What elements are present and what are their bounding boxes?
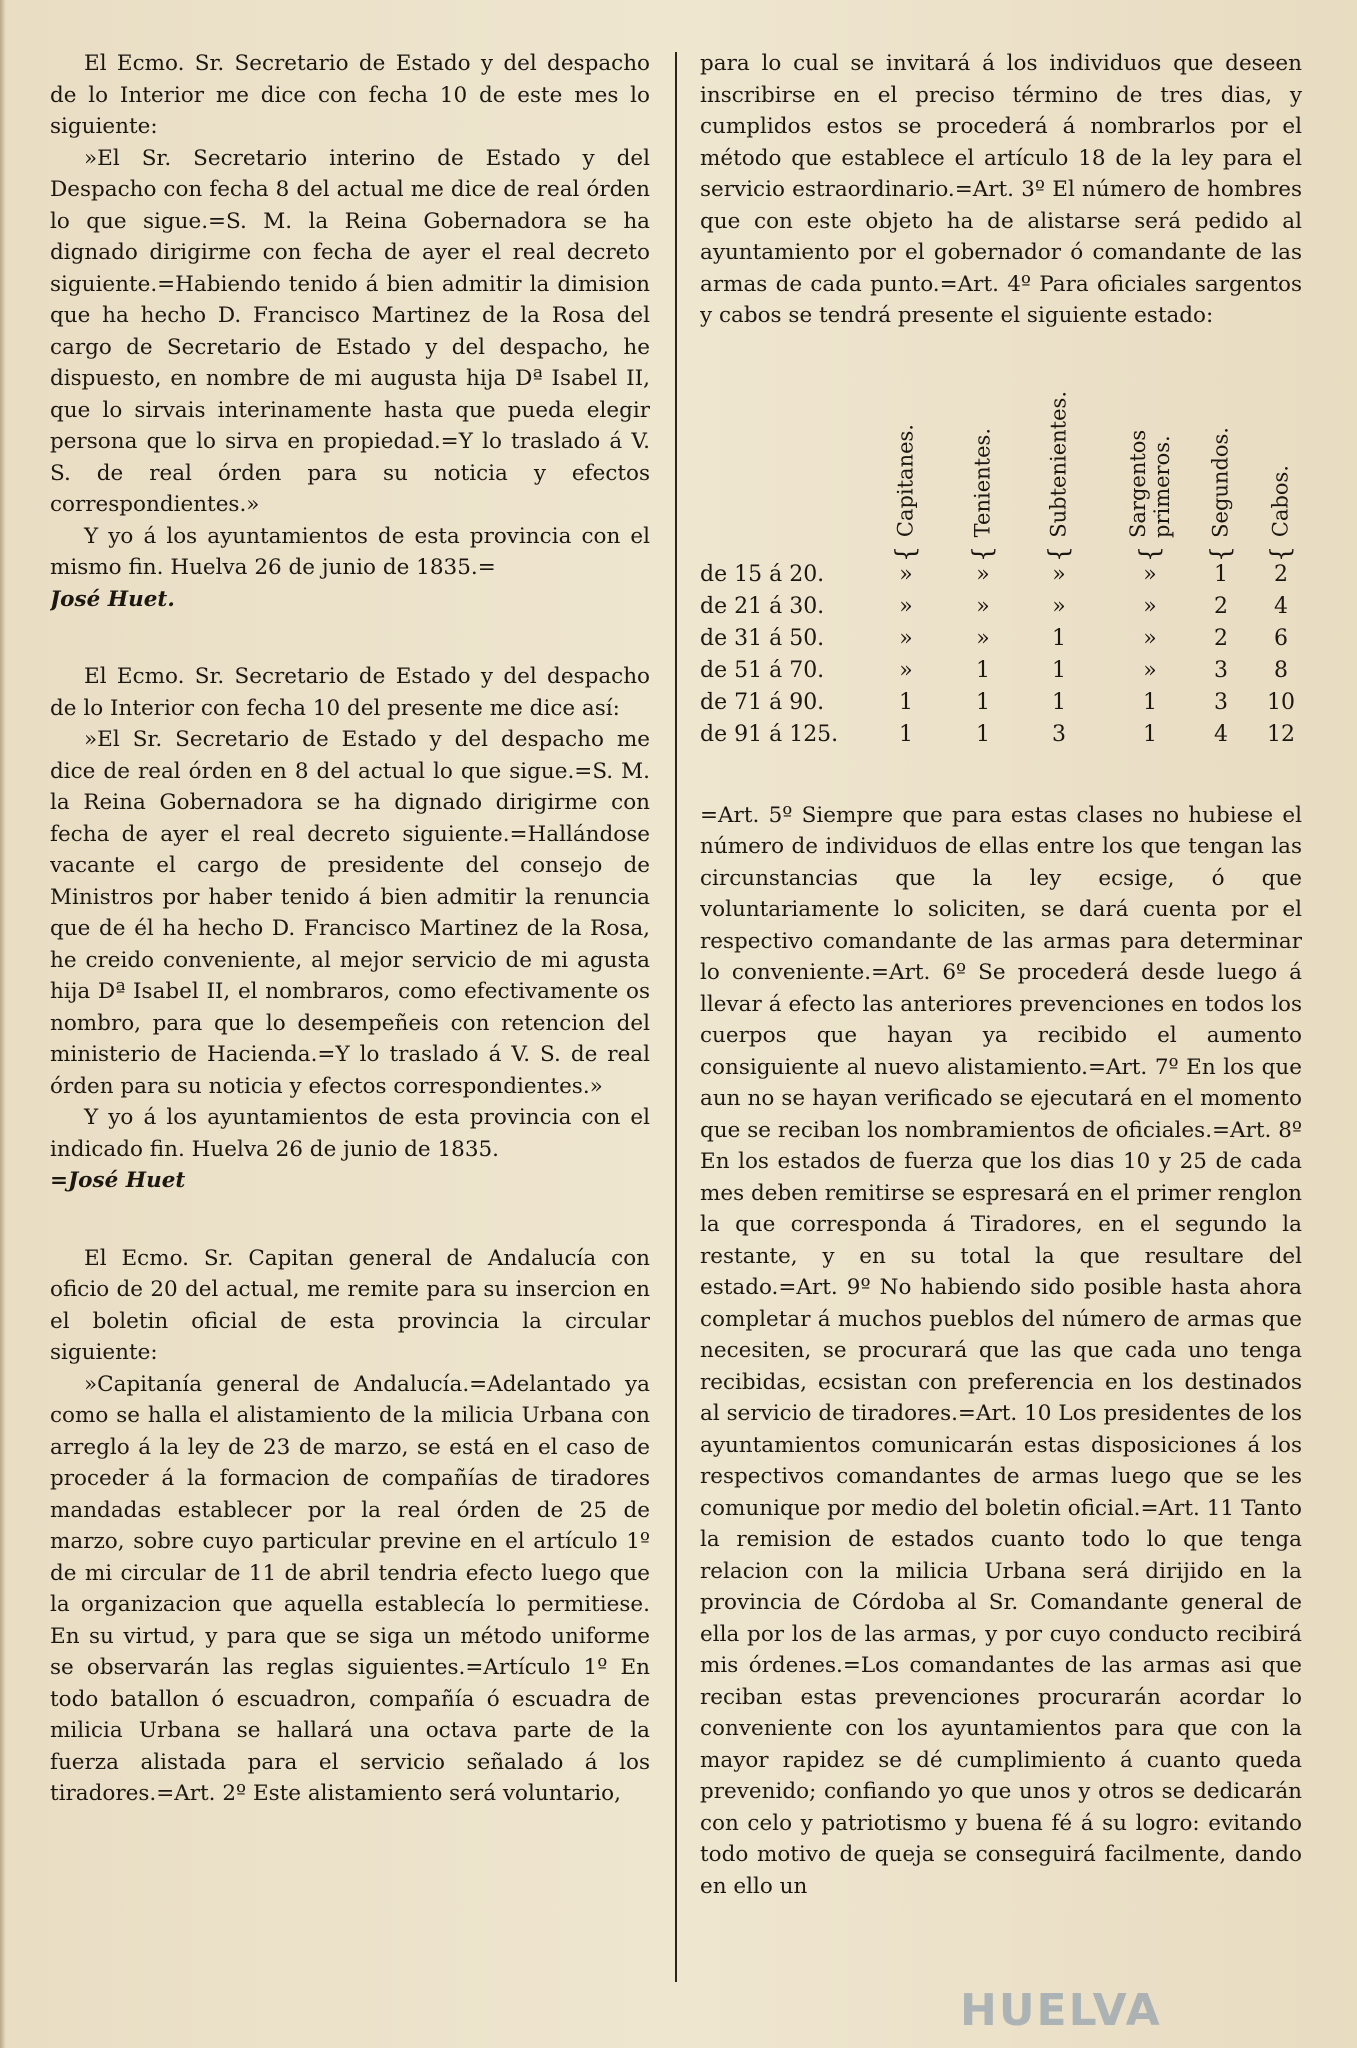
table-cell: 6 xyxy=(1274,625,1288,651)
table-cell: 8 xyxy=(1274,657,1288,683)
table-cell: 10 xyxy=(1267,689,1295,715)
table-cell: » xyxy=(1143,657,1157,683)
table-cell: » xyxy=(899,625,913,651)
table-row xyxy=(700,687,1300,719)
row-label: de 51 á 70. xyxy=(700,657,825,683)
circular-continuation: para lo cual se invitará á los individuos que deseen inscribirse en el preciso término de tres dias, y cumplidos estos se procederá á nombrarlos por el método que establece el artículo 18 de la ley para el servicio estraordinario.=Art. 3º El número de hombres que con este objeto ha de alistarse será pedido al ayuntamiento por el gobernador ó comandante de las armas de cada punto.=Art. 4º Para oficiales sargentos y cabos se tendrá presente el siguiente estado: xyxy=(700,51,1302,328)
table-cell: » xyxy=(1052,561,1066,587)
header-brace: { xyxy=(968,545,998,562)
decree-1-body: »El Sr. Secretario interino de Estado y del Despacho con fecha 8 del actual me dice de real órden lo que sigue.=S. M. la Reina Gobernadora se ha dignado dirigirme con fecha de ayer el real decreto siguiente.=Habiendo tenido á bien admitir la dimision que ha hecho D. Francisco Martinez de la Rosa del cargo de Secretario de Estado y del despacho, he dispuesto, en nombre de mi augusta hija Dª Isabel II, que lo sirvais interinamente hasta que pueda elegir persona que lo sirva en propiedad.=Y lo traslado á V. S. de real órden para su noticia y efectos correspondientes.» xyxy=(50,145,650,517)
table-cell: 1 xyxy=(899,689,913,715)
page-edge xyxy=(0,0,6,2048)
header-brace: { xyxy=(891,545,921,562)
table-cell: » xyxy=(899,561,913,587)
table-cell: 12 xyxy=(1267,721,1295,747)
table-cell: » xyxy=(1143,625,1157,651)
left-column xyxy=(50,48,650,2038)
header-cabos-label: Cabos. xyxy=(1268,465,1293,538)
table-cell: 2 xyxy=(1214,625,1228,651)
circular-body: »Capitanía general de Andalucía.=Adelantado ya como se halla el alistamiento de la milicia Urbana con arreglo á la ley de 23 de marzo, se está en el caso de proceder á la formacion de compañías de tiradores mandadas establecer por la real órden de 25 de marzo, sobre cuyo particular previne en el artículo 1º de mi circular de 11 de abril tendria efecto luego que la organizacion que aquella establecía lo permitiese. En su virtud, y para que se siga un método uniforme se observarán las reglas siguientes.=Artículo 1º En todo batallon ó escuadron, compañía ó escuadra de milicia Urbana se hallará una octava parte de la fuerza alistada para el servicio señalado á los tiradores.=Art. 2º Este alistamiento será voluntario, xyxy=(50,1371,650,1806)
header-cabos xyxy=(1260,344,1302,544)
table-cell: 3 xyxy=(1214,689,1228,715)
table-cell: » xyxy=(899,657,913,683)
header-capitanes-label: Capitanes. xyxy=(893,424,918,538)
header-brace: { xyxy=(1044,545,1074,562)
table-cell: » xyxy=(899,593,913,619)
row-label: de 31 á 50. xyxy=(700,625,825,651)
table-cell: 1 xyxy=(1052,689,1066,715)
column-divider xyxy=(675,52,677,1982)
table-cell: 1 xyxy=(976,721,990,747)
table-row xyxy=(700,719,1300,751)
decree-1-closing: Y yo á los ayuntamientos de esta provincia con el mismo fin. Huelva 26 de junio de 1835.= xyxy=(50,523,650,580)
decree-2-closing: Y yo á los ayuntamientos de esta provincia con el indicado fin. Huelva 26 de junio de 1835. xyxy=(50,1105,650,1162)
table-cell: 1 xyxy=(1052,625,1066,651)
header-subtenientes xyxy=(1038,344,1080,544)
row-label: de 21 á 30. xyxy=(700,593,825,619)
table-cell: 1 xyxy=(1143,721,1157,747)
table-cell: 1 xyxy=(976,689,990,715)
right-column xyxy=(700,48,1302,2038)
header-brace: { xyxy=(1206,545,1236,562)
table-cell: 3 xyxy=(1052,721,1066,747)
header-segundos-label: Segundos. xyxy=(1208,426,1233,538)
header-segundos xyxy=(1200,344,1242,544)
signature-1: José Huet. xyxy=(50,586,175,612)
ranks-table xyxy=(700,344,1302,764)
header-capitanes xyxy=(885,344,927,544)
table-cell: 2 xyxy=(1214,593,1228,619)
table-cell: 4 xyxy=(1214,721,1228,747)
table-cell: 1 xyxy=(899,721,913,747)
header-sargentos-label: Sargentos primeros. xyxy=(1126,429,1174,538)
table-row xyxy=(700,655,1300,687)
decree-2-intro: El Ecmo. Sr. Secretario de Estado y del despacho de lo Interior con fecha 10 del presente me dice así: xyxy=(50,664,650,721)
table-cell: » xyxy=(976,625,990,651)
row-label: de 15 á 20. xyxy=(700,561,825,587)
table-row xyxy=(700,623,1300,655)
archive-stamp: HUELVA xyxy=(960,1985,1162,2036)
articles-5-to-11: =Art. 5º Siempre que para estas clases no hubiese el número de individuos de ellas entre los que tengan las circunstancias que la ley ecsige, ó que voluntariamente lo soliciten, se dará cuenta por el respectivo comandante de las armas para determinar lo conveniente.=Art. 6º Se procederá desde luego á llevar á efecto las anteriores prevenciones en todos los cuerpos que hayan ya recibido el aumento consiguiente al nuevo alistamiento.=Art. 7º En los que aun no se hayan verificado se ejecutará en el momento que se reciban los nombramientos de oficiales.=Art. 8º En los estados de fuerza que los dias 10 y 25 de cada mes deben remitirse se espresará en el primer renglon la que corresponda á Tiradores, en el segundo la restante, y en su total la que resultare del estado.=Art. 9º No habiendo sido posible hasta ahora completar á muchos pueblos del número de armas que necesiten, se procurará que las que cada uno tenga recibidas, ecsistan con preferencia en los destinados al servicio de tiradores.=Art. 10 Los presidentes de los ayuntamientos comunicarán estas disposiciones á los respectivos comandantes de armas luego que se les comunique por medio del boletin oficial.=Art. 11 Tanto la remision de estados cuanto todo lo que tenga relacion con la milicia Urbana será dirijido en la provincia de Córdoba al Sr. Comandante general de ella por los de las armas, y por cuyo conducto recibirá mis órdenes.=Los comandantes de las armas asi que reciban estas prevenciones procurarán acordar lo conveniente con los ayuntamientos para que con la mayor rapidez se dé cumplimiento á cuanto queda prevenido; confiando yo que unos y otros se dedicarán con celo y patriotismo y buena fé á su logro: evitando todo motivo de queja se conseguirá facilmente, dando en ello un xyxy=(700,802,1302,1899)
table-cell: 1 xyxy=(976,657,990,683)
header-brace: { xyxy=(1135,545,1165,562)
table-cell: 4 xyxy=(1274,593,1288,619)
table-cell: » xyxy=(1143,593,1157,619)
header-subtenientes-label: Subtenientes. xyxy=(1046,390,1071,538)
table-cell: 1 xyxy=(1143,689,1157,715)
row-label: de 71 á 90. xyxy=(700,689,825,715)
circular-intro: El Ecmo. Sr. Capitan general de Andalucía con oficio de 20 del actual, me remite para su insercion en el boletin oficial de esta provincia la circular siguiente: xyxy=(50,1245,650,1365)
table-cell: 3 xyxy=(1214,657,1228,683)
row-label: de 91 á 125. xyxy=(700,721,839,747)
decree-1-intro: El Ecmo. Sr. Secretario de Estado y del despacho de lo Interior me dice con fecha 10 de este mes lo siguiente: xyxy=(50,51,650,139)
table-cell: 1 xyxy=(1052,657,1066,683)
table-cell: » xyxy=(1143,561,1157,587)
header-tenientes xyxy=(962,344,1004,544)
header-brace: { xyxy=(1266,545,1296,562)
header-tenientes-label: Tenientes. xyxy=(970,428,995,538)
table-row xyxy=(700,559,1300,591)
header-sargentos xyxy=(1120,344,1180,544)
table-cell: » xyxy=(976,593,990,619)
signature-2: =José Huet xyxy=(50,1168,186,1193)
decree-2-body: »El Sr. Secretario de Estado y del despacho me dice de real órden en 8 del actual lo que sigue.=S. M. la Reina Gobernadora se ha dignado dirigirme con fecha de ayer el real decreto siguiente.=Hallándose vacante el cargo de presidente del consejo de Ministros por haber tenido á bien admitir la renuncia que de él ha hecho D. Francisco Martinez de la Rosa, he creido conveniente, al mejor servicio de mi agusta hija Dª Isabel II, el nombraros, como efectivamente os nombro, para que lo desempeñeis con retencion del ministerio de Hacienda.=Y lo traslado á V. S. de real órden para su noticia y efectos correspondientes.» xyxy=(50,727,650,1099)
table-cell: 2 xyxy=(1274,561,1288,587)
table-row xyxy=(700,591,1300,623)
table-cell: 1 xyxy=(1214,561,1228,587)
table-cell: » xyxy=(1052,593,1066,619)
table-cell: » xyxy=(976,561,990,587)
